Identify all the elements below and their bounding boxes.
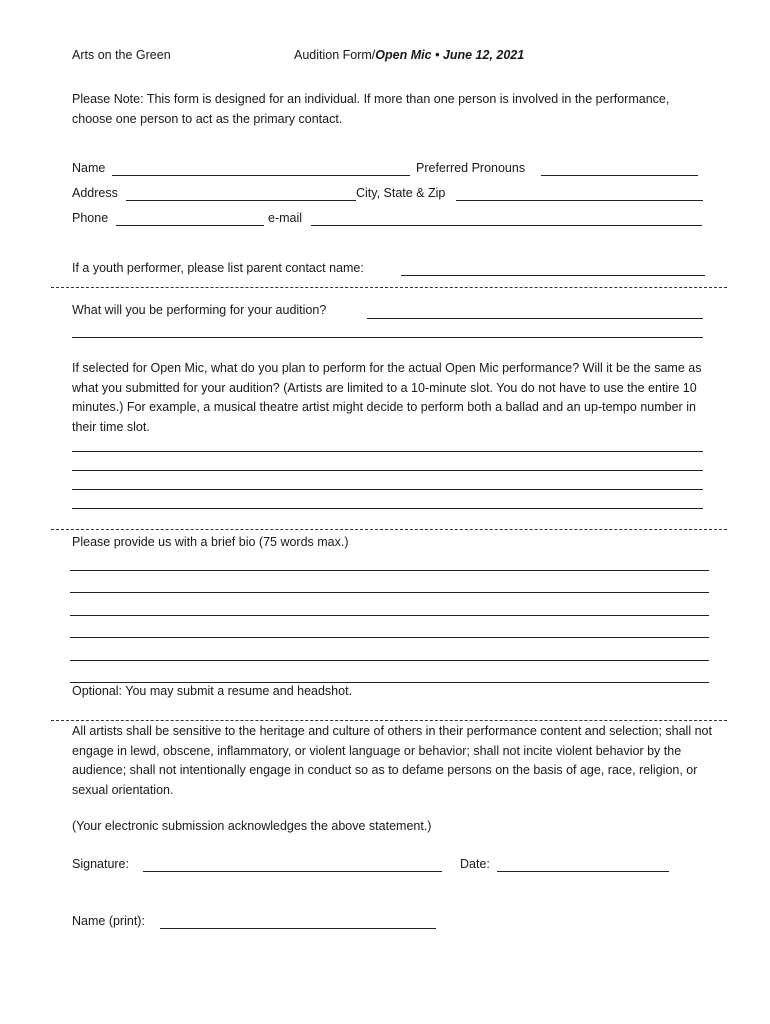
name-label: Name [72, 161, 106, 175]
open-mic-answer-line[interactable] [72, 451, 703, 452]
event-date: June 12, 2021 [442, 48, 525, 62]
audition-question: What will you be performing for your audition? [72, 303, 327, 317]
form-title [294, 48, 524, 62]
audition-answer-line[interactable] [72, 337, 703, 338]
parent-contact-field[interactable] [401, 275, 705, 276]
phone-label: Phone [72, 211, 109, 225]
address-field[interactable] [126, 200, 356, 201]
email-label: e-mail [268, 211, 303, 225]
section-divider [51, 529, 727, 530]
bio-answer-line[interactable] [70, 682, 709, 683]
name-print-label: Name (print): [72, 914, 145, 928]
phone-field[interactable] [116, 225, 264, 226]
conduct-statement: All artists shall be sensitive to the heritage and culture of others in their performance content and selection; shall not engage in lewd, obscene, inflammatory, or violent language or behavior; shall not incite violent behavior by the audience; shall not intentionally engage in conduct so as to defame persons on the basis of age, race, religion, or sexual orientation. [72, 724, 712, 797]
pronouns-field[interactable] [541, 175, 698, 176]
open-mic-answer-line[interactable] [72, 489, 703, 490]
signature-field[interactable] [143, 871, 442, 872]
city-label: City, State & Zip [356, 186, 446, 200]
form-prefix: Audition Form/ [294, 48, 376, 62]
address-label: Address [72, 186, 118, 200]
pronouns-label: Preferred Pronouns [416, 161, 526, 175]
event-name: Open Mic [375, 48, 432, 62]
audition-answer-field[interactable] [367, 318, 703, 319]
bio-answer-line[interactable] [70, 615, 709, 616]
section-divider [51, 720, 727, 721]
open-mic-answer-line[interactable] [72, 470, 703, 471]
section-divider [51, 287, 727, 288]
open-mic-answer-line[interactable] [72, 508, 703, 509]
bio-question: Please provide us with a brief bio (75 words max.) [72, 535, 349, 549]
email-field[interactable] [311, 225, 702, 226]
city-state-zip-field[interactable] [456, 200, 703, 201]
date-label: Date: [460, 857, 490, 871]
signature-label: Signature: [72, 857, 129, 871]
note-text: Please Note: This form is designed for an individual. If more than one person is involved in the performance, choose one person to act as the primary contact. [72, 92, 670, 126]
org-name: Arts on the Green [72, 48, 171, 62]
name-print-field[interactable] [160, 928, 436, 929]
date-field[interactable] [497, 871, 669, 872]
name-field[interactable] [112, 175, 410, 176]
youth-label: If a youth performer, please list parent contact name: [72, 261, 364, 275]
open-mic-question: If selected for Open Mic, what do you plan to perform for the actual Open Mic performance? Will it be the same as what you submitted for your audition? (Artists are limited to a 10-minute slot. You do not have to use the entire 10 minutes.) For example, a musical theatre artist might decide to perform both a ballad and an up-tempo number in their time slot. [72, 361, 702, 434]
bullet-separator: • [435, 48, 440, 62]
bio-answer-line[interactable] [70, 660, 709, 661]
bio-answer-line[interactable] [70, 570, 709, 571]
bio-answer-line[interactable] [70, 592, 709, 593]
bio-answer-line[interactable] [70, 637, 709, 638]
acknowledge-text: (Your electronic submission acknowledges the above statement.) [72, 819, 432, 833]
optional-note: Optional: You may submit a resume and headshot. [72, 684, 353, 698]
